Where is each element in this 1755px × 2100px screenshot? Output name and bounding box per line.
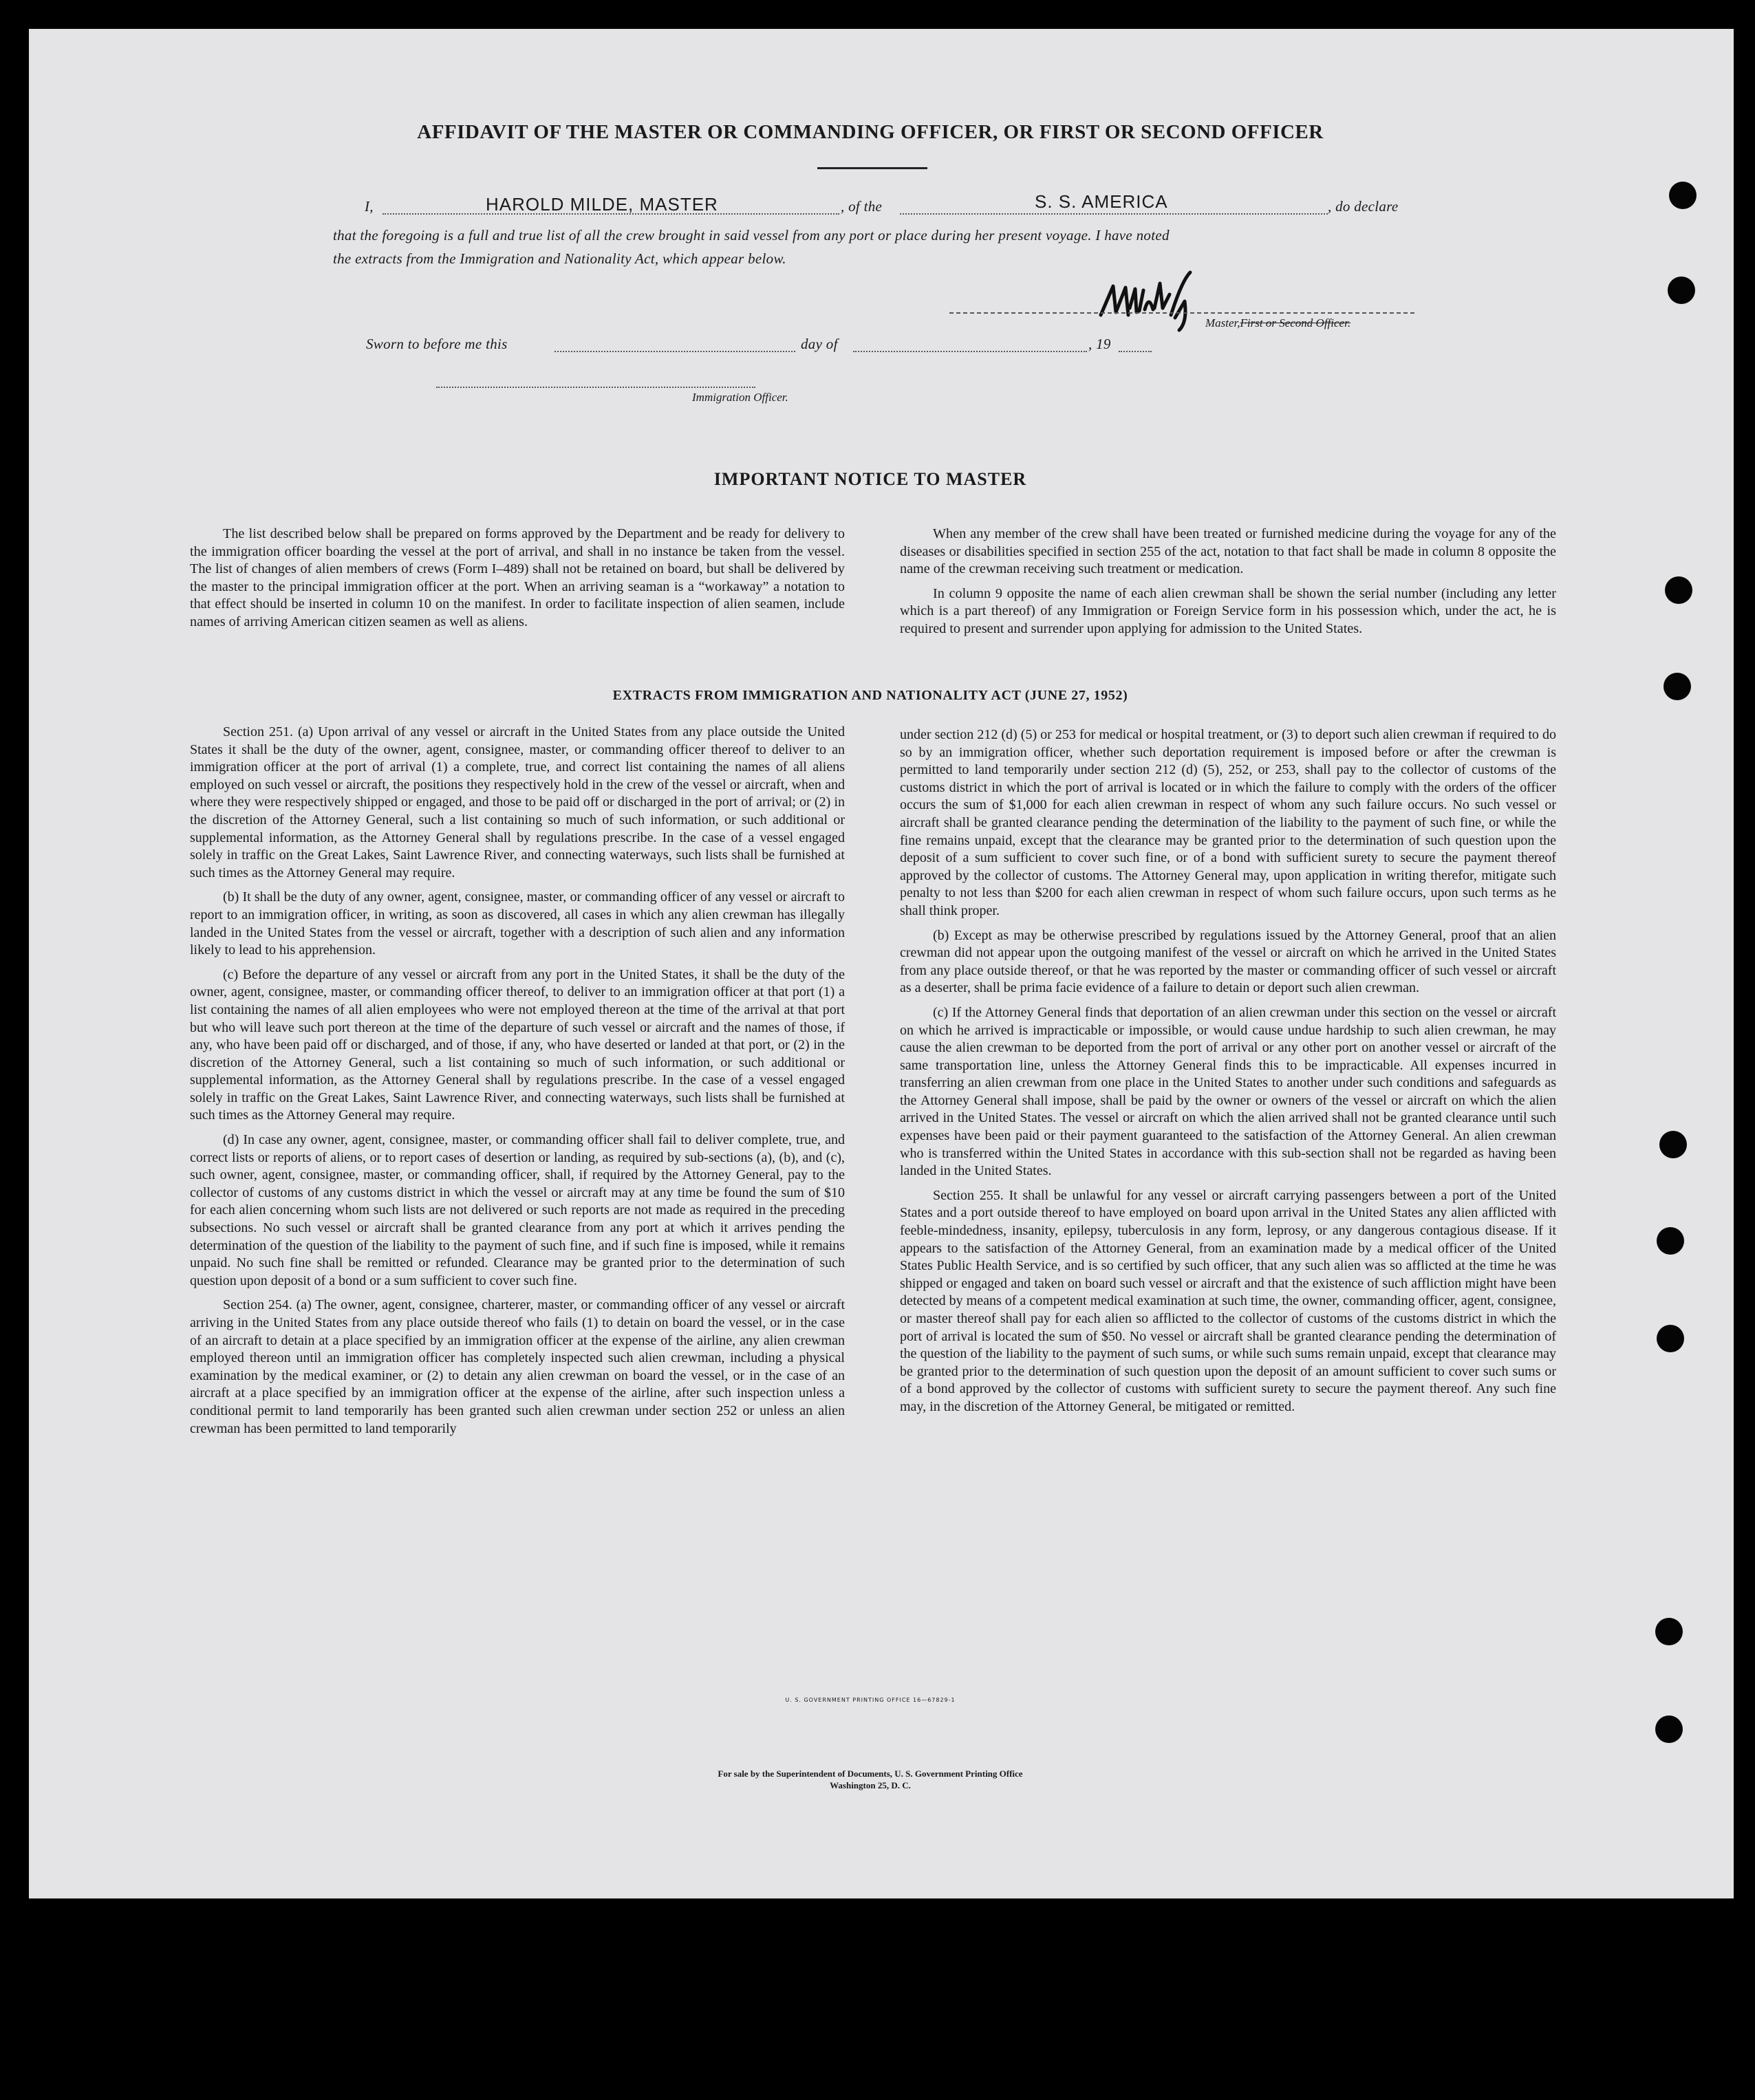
struck-officer-text: First or Second Officer. <box>1240 316 1351 329</box>
notice-paragraph: In column 9 opposite the name of each alien crewman shall be shown the serial number (including any letter which is a part thereof) of any Immigration or Foreign Service form in his possession which, under the act, he is required to present and surrender upon applying for admission to the United States. <box>900 585 1556 636</box>
extracts-right-column <box>900 726 1556 1423</box>
of-the-label: , of the <box>841 198 883 215</box>
punch-hole <box>1669 182 1697 209</box>
i-label: I, <box>365 198 374 215</box>
sworn-day-line <box>555 351 795 352</box>
notice-right-column <box>900 526 1556 645</box>
do-declare-label: , do declare <box>1328 198 1399 215</box>
notice-paragraph: When any member of the crew shall have been treated or furnished medicine during the voyage for any of the diseases or disabilities specified in section 255 of the act, notation to that fact shall be made in column 8 opposite the name of the crewman receiving such treatment or medication. <box>900 526 1556 576</box>
punch-hole <box>1657 1325 1684 1352</box>
extract-paragraph: Section 254. (a) The owner, agent, consignee, charterer, master, or commanding officer of any vessel or aircraft arriving in the United States from any place outside thereof who fails (1) to detain on board the vessel, or in the case of an aircraft to detain at a place specified by an immigration officer at the expense of the airline, any alien crewman employed thereon until an immigration officer has completely inspected such alien crewman, including a physical examination by the medical examiner, or (2) to detain any alien crewman on board the vessel, or in the case of an aircraft at a place specified by an immigration officer at the expense of the airline, after such inspection unless a conditional permit to land temporarily has been granted such alien crewman under section 252 or unless an alien crewman has been permitted to land temporarily <box>190 1297 845 1436</box>
punch-hole <box>1668 277 1695 304</box>
extracts-left-column <box>190 724 845 1444</box>
sworn-month-line <box>853 351 1087 352</box>
extract-paragraph: (c) Before the departure of any vessel or aircraft from any port in the United States, it shall be the duty of the owner, agent, consignee, master, or commanding officer thereof, to deliver to an immigration officer at that port (1) a list containing the names of all alien employees who were not employed thereon at the time of the arrival at that port but who will leave such port thereon at the time of the departure of such vessel or aircraft and the names of those, if any, who have been paid off or discharged, and of those, if any, who have deserted or landed at that port, or (2) in the discretion of the Attorney General, such a list containing so much of such information, or such additional or supplemental information, as the Attorney General shall by regulations prescribe. In the case of a vessel engaged solely in traffic on the Great Lakes, Saint Lawrence River, and connecting waterways, such lists shall be furnished at such times as the Attorney General may require. <box>190 966 845 1123</box>
extracts-title: EXTRACTS FROM IMMIGRATION AND NATIONALITY ACT (JUNE 27, 1952) <box>612 688 1128 703</box>
punch-hole <box>1655 1715 1683 1743</box>
extract-paragraph: (c) If the Attorney General finds that deportation of an alien crewman under this section on the vessel or aircraft on which he arrived is impracticable or impossible, or would cause undue hardship to such alien crewman, he may cause the alien crewman to be deported from the port of arrival or any other port on another vessel or aircraft of the same transportation line, unless the Attorney General finds this to be impracticable. All expenses incurred in transferring an alien crewman from one place in the United States to another under such conditions and safeguards as the Attorney General shall impose, shall be paid by the owner or owners of the vessel or aircraft on which the alien arrived in the United States. The vessel or aircraft on which the alien arrived shall not be granted clearance until such expenses have been paid or their payment guaranteed to the satisfaction of the Attorney General. An alien crewman who is transferred within the United States in accordance with this sub-section shall not be regarded as having been landed in the United States. <box>900 1004 1556 1179</box>
notice-paragraph: The list described below shall be prepared on forms approved by the Department and be ready for delivery to the immigration officer boarding the vessel at the port of arrival, and shall in no instance be taken from the vessel. The list of changes of alien members of crews (Form I–489) shall not be retained on board, but shall be delivered by the master to the principal immigration officer at the port. When an arriving seaman is a “workaway” a notation to that effect should be inserted in column 10 on the manifest. In order to facilitate inspection of alien seamen, include names of arriving American citizen seamen as well as aliens. <box>190 526 845 629</box>
punch-hole <box>1657 1227 1684 1255</box>
master-title-label <box>1205 316 1350 330</box>
year-label: , 19 <box>1088 336 1111 352</box>
notice-title: IMPORTANT NOTICE TO MASTER <box>713 469 1027 489</box>
signature-line <box>949 312 1414 314</box>
title-rule <box>817 167 927 169</box>
gpo-imprint: U. S. GOVERNMENT PRINTING OFFICE 16—67829-1 <box>785 1697 956 1703</box>
extract-paragraph: (b) It shall be the duty of any owner, agent, consignee, master, or commanding officer of any vessel or aircraft to report to an immigration officer, in writing, as soon as discovered, all cases in which any alien crewman has illegally landed in the United States from the vessel or aircraft, together with a description of such alien and any information likely to lead to his apprehension. <box>190 889 845 958</box>
officer-signature-line <box>436 387 755 388</box>
day-of-label: day of <box>801 336 838 352</box>
master-signature <box>1094 267 1204 336</box>
for-sale-line-2: Washington 25, D. C. <box>830 1780 911 1790</box>
year-line <box>1119 351 1152 352</box>
master-name-value: HAROLD MILDE, MASTER <box>486 194 718 215</box>
punch-hole <box>1665 576 1692 604</box>
for-sale-notice <box>550 1768 1190 1791</box>
punch-hole <box>1664 673 1691 700</box>
extract-paragraph: (b) Except as may be otherwise prescribed by regulations issued by the Attorney General, proof that an alien crewman did not appear upon the outgoing manifest of the vessel or aircraft on which he arrived in the United States from any place outside thereof, or that he was reported by the master or commanding officer of such vessel or aircraft as a deserter, shall be prima facie evidence of a failure to detain or deport such alien crewman. <box>900 927 1556 996</box>
affidavit-title: AFFIDAVIT OF THE MASTER OR COMMANDING OFFICER, OR FIRST OR SECOND OFFICER <box>417 121 1324 143</box>
declaration-line-1: that the foregoing is a full and true list of all the crew brought in said vessel from any port or place during her present voyage. I have noted <box>333 227 1170 243</box>
master-prefix: Master, <box>1205 316 1240 329</box>
punch-hole <box>1659 1131 1687 1158</box>
extract-paragraph: Section 251. (a) Upon arrival of any vessel or aircraft in the United States from any place outside the United States it shall be the duty of the owner, agent, consignee, master, or commanding officer thereof to deliver to an immigration officer at the port of arrival (1) a complete, true, and correct list containing the names of all aliens employed on such vessel or aircraft, the positions they respectively hold in the crew of the vessel or aircraft, when and where they were respectively shipped or engaged, and those to be paid off or discharged in the port of arrival; or (2) in the discretion of the Attorney General, such a list containing so much of such information, or such additional or supplemental information, as the Attorney General shall by regulations prescribe. In the case of a vessel engaged solely in traffic on the Great Lakes, Saint Lawrence River, and connecting waterways, such lists shall be furnished at such times as the Attorney General may require. <box>190 724 845 880</box>
for-sale-line-1: For sale by the Superintendent of Documents, U. S. Government Printing Office <box>718 1768 1023 1779</box>
vessel-name-value: S. S. AMERICA <box>1035 191 1168 212</box>
immigration-officer-label: Immigration Officer. <box>692 391 788 404</box>
punch-hole <box>1655 1618 1683 1645</box>
extract-paragraph: (d) In case any owner, agent, consignee, master, or commanding officer shall fail to deliver complete, true, and correct lists or reports of aliens, or to report cases of desertion or landing, as required by sub-sections (a), (b), and (c), such owner, agent, consignee, master, or commanding officer, shall, if required by the Attorney General, pay to the collector of customs of any customs district in which the vessel or aircraft may at any time be found the sum of $10 for each alien concerning whom such lists are not delivered or such reports are not made as required in the preceding subsections. No such vessel or aircraft shall be granted clearance from any port at which it arrives pending the determination of the question of the liability to the payment of such fine, and if such fine is imposed, while it remains unpaid. No such fine shall be remitted or refunded. Clearance may be granted prior to the determination of such question upon deposit of a bond or a sum sufficient to cover such fine. <box>190 1132 845 1288</box>
notice-left-column <box>190 526 845 638</box>
sworn-label: Sworn to before me this <box>366 336 508 352</box>
vessel-line <box>900 213 1328 215</box>
extract-paragraph: Section 255. It shall be unlawful for any vessel or aircraft carrying passengers between a port of the United States and a port outside thereof to have employed on board upon arrival in the United States any alien afflicted with feeble-mindedness, insanity, epilepsy, tuberculosis in any form, leprosy, or any dangerous contagious disease. If it appears to the satisfaction of the Attorney General, from an examination made by a medical officer of the United States Public Health Service, and is so certified by such officer, that any such alien was so afflicted at the time he was shipped or engaged and taken on board such vessel or aircraft and that the existence of such affliction might have been detected by means of a competent medical examination at such time, the owner, commanding officer, agent, consignee, or master thereof shall pay for each alien so afflicted to the collector of customs of the customs district in which the port of arrival is located the sum of $50. No vessel or aircraft shall be granted clearance pending the determination of the question of the liability to the payment of such sums, or while such sums remain unpaid, except that clearance may be granted prior to the determination of such question upon the deposit of an amount sufficient to cover such sums or of a bond approved by the collector of customs with sufficient surety to secure the payment thereof. Any such fine may, in the discretion of the Attorney General, be mitigated or remitted. <box>900 1187 1556 1414</box>
declaration-line-2: the extracts from the Immigration and Nationality Act, which appear below. <box>333 250 786 267</box>
extract-paragraph: under section 212 (d) (5) or 253 for medical or hospital treatment, or (3) to deport such alien crewman if required to do so by an immigration officer, whether such deportation requirement is imposed before or after the crewman is permitted to land temporarily under section 212 (d) (5), 252, or 253, shall pay to the collector of customs of the customs district in which the port of arrival is located or in which the failure to comply with the orders of the officer occurs the sum of $1,000 for each alien crewman in respect of whom any such failure occurs. No such vessel or aircraft shall be granted clearance pending the determination of the liability to the payment of such fine, or while the fine remains unpaid, except that the clearance may be granted prior to the determination of such question upon the deposit of a sum sufficient to cover such fine, or of a bond with sufficient surety to secure the payment thereof approved by the collector of customs. The Attorney General may, upon application in writing therefor, mitigate such penalty to not less than $200 for each alien crewman in respect of whom such failure occurs, upon such terms as he shall think proper. <box>900 727 1556 918</box>
